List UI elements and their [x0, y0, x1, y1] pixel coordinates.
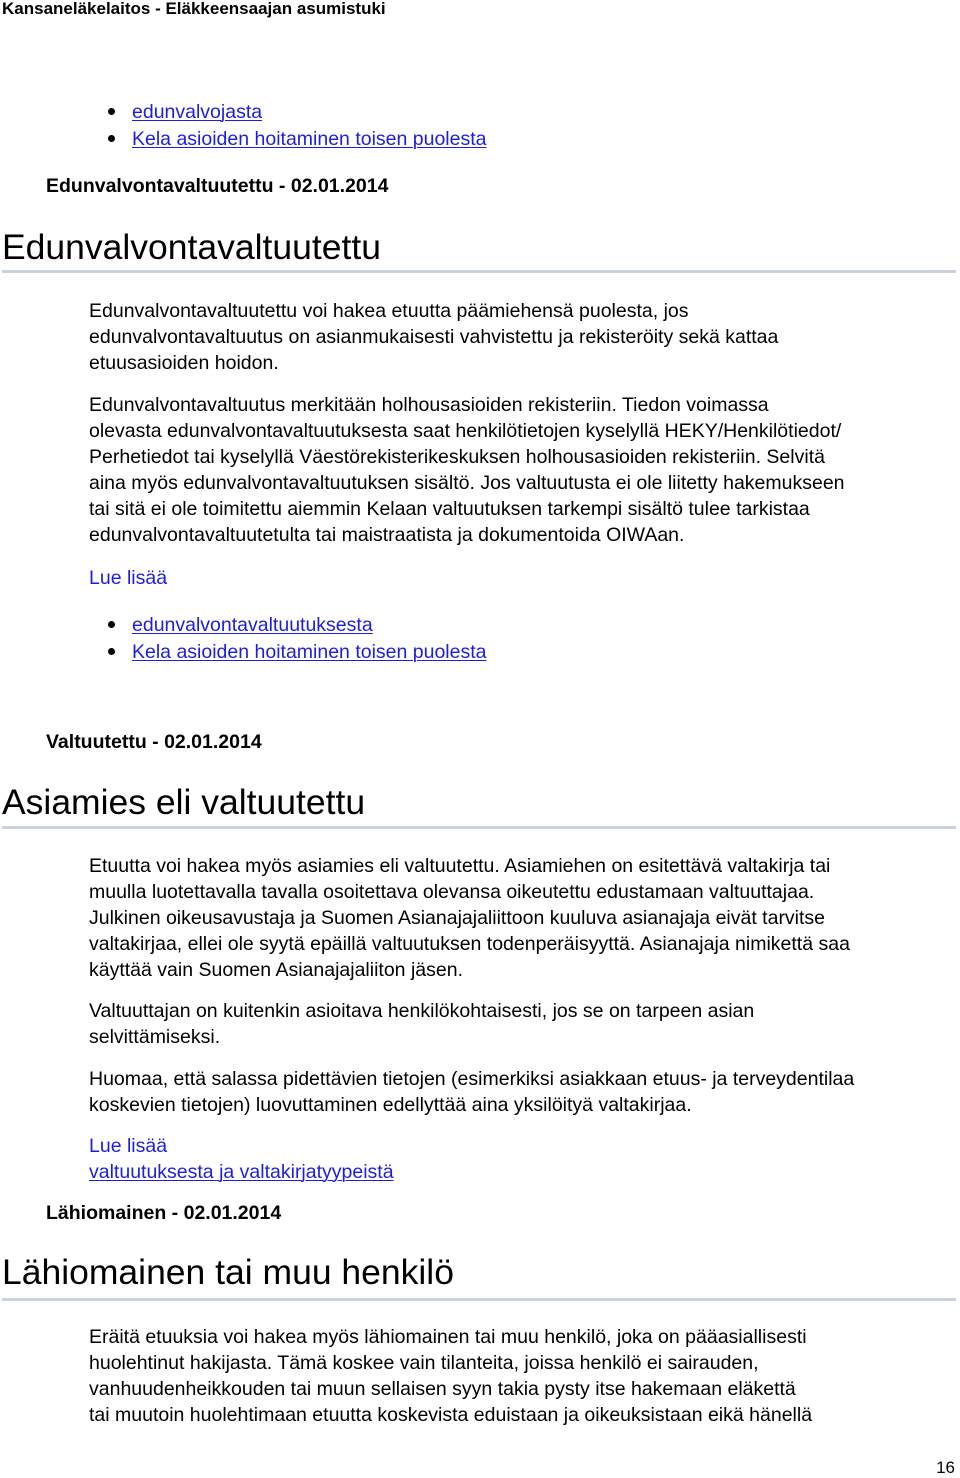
text-line: Edunvalvontavaltuutettu voi hakea etuutta päämiehensä puolesta, jos — [89, 300, 689, 322]
bullet-icon — [108, 108, 115, 115]
paragraph — [89, 853, 951, 983]
paragraph — [89, 298, 951, 376]
paragraph — [89, 392, 951, 548]
text-line: edunvalvontavaltuutetulta tai maistraatista ja dokumentoida OIWAan. — [89, 524, 685, 546]
bullet-icon — [108, 621, 115, 628]
text-line: Huomaa, että salassa pidettävien tietojen (esimerkiksi asiakkaan etuus- ja terveydentilaa — [89, 1068, 855, 1090]
related-links-list — [108, 612, 487, 665]
list-item — [108, 612, 487, 639]
link-kela-asioiden-hoitaminen[interactable]: Kela asioiden hoitaminen toisen puolesta — [132, 640, 487, 663]
text-line: selvittämiseksi. — [89, 1026, 221, 1048]
bullet-icon — [108, 648, 115, 655]
link-valtuutuksesta-ja-valtakirjatyypeista[interactable]: valtuutuksesta ja valtakirjatyypeistä — [89, 1161, 394, 1183]
paragraph — [89, 1066, 951, 1118]
text-line: Edunvalvontavaltuutus merkitään holhousasioiden rekisteriin. Tiedon voimassa — [89, 394, 769, 416]
title-divider — [2, 826, 956, 829]
text-line: vanhuudenheikkouden tai muun sellaisen syyn takia pysty itse hakemaan eläkettä — [89, 1378, 796, 1400]
section-title: Lähiomainen tai muu henkilö — [2, 1252, 454, 1292]
paragraph — [89, 1324, 951, 1428]
title-divider — [2, 270, 956, 273]
text-line: olevasta edunvalvontavaltuutuksesta saat henkilötietojen kyselyllä HEKY/Henkilötiedot/ — [89, 420, 842, 442]
read-more-label: Lue lisää — [89, 1135, 168, 1157]
list-item — [108, 99, 487, 126]
link-edunvalvontavaltuutuksesta[interactable]: edunvalvontavaltuutuksesta — [132, 614, 373, 636]
bullet-icon — [108, 135, 115, 142]
text-line: aina myös edunvalvontavaltuutuksen sisältö. Jos valtuutusta ei ole liitetty hakemukseen — [89, 472, 845, 494]
read-more-label: Lue lisää — [89, 567, 168, 589]
document-header: Kansaneläkelaitos - Eläkkeensaajan asumistuki — [2, 0, 386, 18]
title-divider — [2, 1298, 956, 1301]
text-line: Julkinen oikeusavustaja ja Suomen Asianajajaliittoon kuuluva asianajaja eivät tarvitse — [89, 907, 826, 929]
section-meta: Lähiomainen - 02.01.2014 — [46, 1202, 282, 1224]
related-link-item — [89, 1159, 394, 1185]
text-line: edunvalvontavaltuutus on asianmukaisesti vahvistettu ja rekisteröity sekä kattaa — [89, 326, 779, 348]
text-line: etuusasioiden hoidon. — [89, 352, 279, 374]
page-number: 16 — [936, 1458, 955, 1477]
paragraph — [89, 998, 951, 1050]
text-line: muulla luotettavalla tavalla osoitettava olevansa oikeutettu edustamaan valtuuttajaa. — [89, 881, 815, 903]
list-item — [108, 126, 487, 153]
section-title: Edunvalvontavaltuutettu — [2, 227, 381, 267]
related-links-list — [108, 99, 487, 152]
text-line: huolehtinut hakijasta. Tämä koskee vain tilanteita, joissa henkilö ei sairauden, — [89, 1352, 759, 1374]
text-line: käyttää vain Suomen Asianajajaliiton jäsen. — [89, 959, 463, 981]
section-meta: Edunvalvontavaltuutettu - 02.01.2014 — [46, 175, 389, 197]
section-title: Asiamies eli valtuutettu — [2, 782, 366, 822]
link-edunvalvojasta[interactable]: edunvalvojasta — [132, 101, 263, 123]
text-line: valtakirjaa, ellei ole syytä epäillä valtuutuksen todenperäisyyttä. Asianajaja nimikettä saa — [89, 933, 850, 955]
text-line: tai muutoin huolehtimaan etuutta koskevista eduistaan ja oikeuksistaan eikä hänellä — [89, 1404, 813, 1426]
text-line: Perhetiedot tai kyselyllä Väestörekisterikeskuksen holhousasioiden rekisteriin. Selvitä — [89, 446, 825, 468]
text-line: koskevien tietojen) luovuttaminen edellyttää aina yksilöityä valtakirjaa. — [89, 1094, 692, 1116]
text-line: Eräitä etuuksia voi hakea myös lähiomainen tai muu henkilö, joka on pääasiallisesti — [89, 1326, 807, 1348]
section-meta: Valtuutettu - 02.01.2014 — [46, 731, 262, 753]
link-kela-asioiden-hoitaminen[interactable]: Kela asioiden hoitaminen toisen puolesta — [132, 127, 487, 150]
text-line: Etuutta voi hakea myös asiamies eli valtuutettu. Asiamiehen on esitettävä valtakirja tai — [89, 855, 831, 877]
list-item — [108, 639, 487, 666]
text-line: tai sitä ei ole toimitettu aiemmin Kelaan valtuutuksen tarkempi sisältö tulee tarkistaa — [89, 498, 810, 520]
text-line: Valtuuttajan on kuitenkin asioitava henkilökohtaisesti, jos se on tarpeen asian — [89, 1000, 755, 1022]
